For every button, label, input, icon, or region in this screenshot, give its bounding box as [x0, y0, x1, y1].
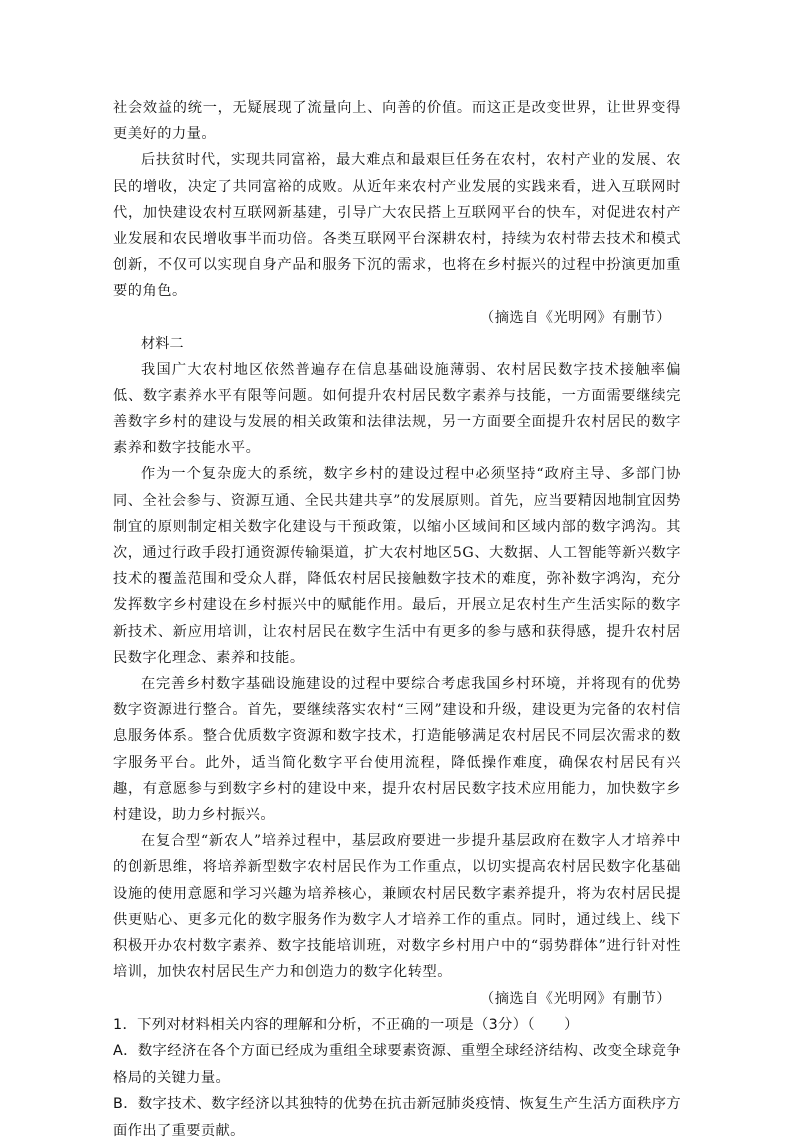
- material2-paragraph-3: 在完善乡村数字基础设施建设的过程中要综合考虑我国乡村环境，并将现有的优势数字资源进行整合。首先，要继续落实农村“三网”建设和升级，建设更为完备的农村信息服务体系。整合优质数字资源和数字技术，打造能够满足农村居民不同层次需求的数字服务平台。此外，适当简化数字平台使用流程，降低操作难度，确保农村居民有兴趣，有意愿参与到数字乡村的建设中来，提升农村居民数字技术应用能力，加快数字乡村建设，助力乡村振兴。: [113, 676, 681, 824]
- material2-heading: 材料二: [141, 335, 184, 352]
- material1-source: （摘选自《光明网》有删节）: [480, 309, 671, 326]
- material2-paragraph-1: 我国广大农村地区依然普遍存在信息基础设施薄弱、农村居民数字技术接触率偏低、数字素养水平有限等问题。如何提升农村居民数字素养与技能，一方面需要继续完善数字乡村的建设与发展的相关政策和法律法规，另一方面要全面提升农村居民的数字素养和数字技能水平。: [113, 361, 681, 457]
- question-1-stem: 1．下列对材料相关内容的理解和分析，不正确的一项是（3分）（ ）: [113, 1016, 579, 1033]
- material1-paragraph-continued: 社会效益的统一，无疑展现了流量向上、向善的价值。而这正是改变世界，让世界变得更美好的力量。: [113, 100, 681, 143]
- material2-source: （摘选自《光明网》有删节）: [480, 990, 671, 1007]
- question-1-option-b: B．数字技术、数字经济以其独特的优势在抗击新冠肺炎疫情、恢复生产生活方面秩序方面作出了重要贡献。: [113, 1096, 681, 1139]
- material2-paragraph-2: 作为一个复杂庞大的系统，数字乡村的建设过程中必须坚持“政府主导、多部门协同、全社会参与、资源互通、全民共建共享”的发展原则。首先，应当要精因地制宜因势制宜的原则制定相关数字化建设与干预政策，以缩小区域间和区域内部的数字鸿沟。其次，通过行政手段打通资源传输渠道，扩大农村地区5G、大数据、人工智能等新兴数字技术的覆盖范围和受众人群，降低农村居民接触数字技术的难度，弥补数字鸿沟，充分发挥数字乡村建设在乡村振兴中的赋能作用。最后，开展立足农村生产生活实际的数字新技术、新应用培训，让农村居民在数字生活中有更多的参与感和获得感，提升农村居民数字化理念、素养和技能。: [113, 466, 681, 666]
- question-1-option-a: A．数字经济在各个方面已经成为重组全球要素资源、重塑全球经济结构、改变全球竞争格局的关键力量。: [113, 1043, 681, 1086]
- document-page: [113, 95, 681, 1144]
- material1-paragraph: 后扶贫时代，实现共同富裕，最大难点和最艰巨任务在农村，农村产业的发展、农民的增收，决定了共同富裕的成败。从近年来农村产业发展的实践来看，进入互联网时代，加快建设农村互联网新基建，引导广大农民搭上互联网平台的快车，对促进农村产业发展和农民增收事半而功倍。各类互联网平台深耕农村，持续为农村带去技术和模式创新，不仅可以实现自身产品和服务下沉的需求，也将在乡村振兴的过程中扮演更加重要的角色。: [113, 152, 681, 300]
- material2-paragraph-4: 在复合型“新农人”培养过程中，基层政府要进一步提升基层政府在数字人才培养中的创新思维，将培养新型数字农村居民作为工作重点，以切实提高农村居民数字化基础设施的使用意愿和学习兴趣为培养核心，兼顾农村居民数字素养提升，将为农村居民提供更贴心、更多元化的数字服务作为数字人才培养工作的重点。同时，通过线上、线下积极开办农村数字素养、数字技能培训班，对数字乡村用户中的“弱势群体”进行针对性培训，加快农村居民生产力和创造力的数字化转型。: [113, 833, 681, 981]
